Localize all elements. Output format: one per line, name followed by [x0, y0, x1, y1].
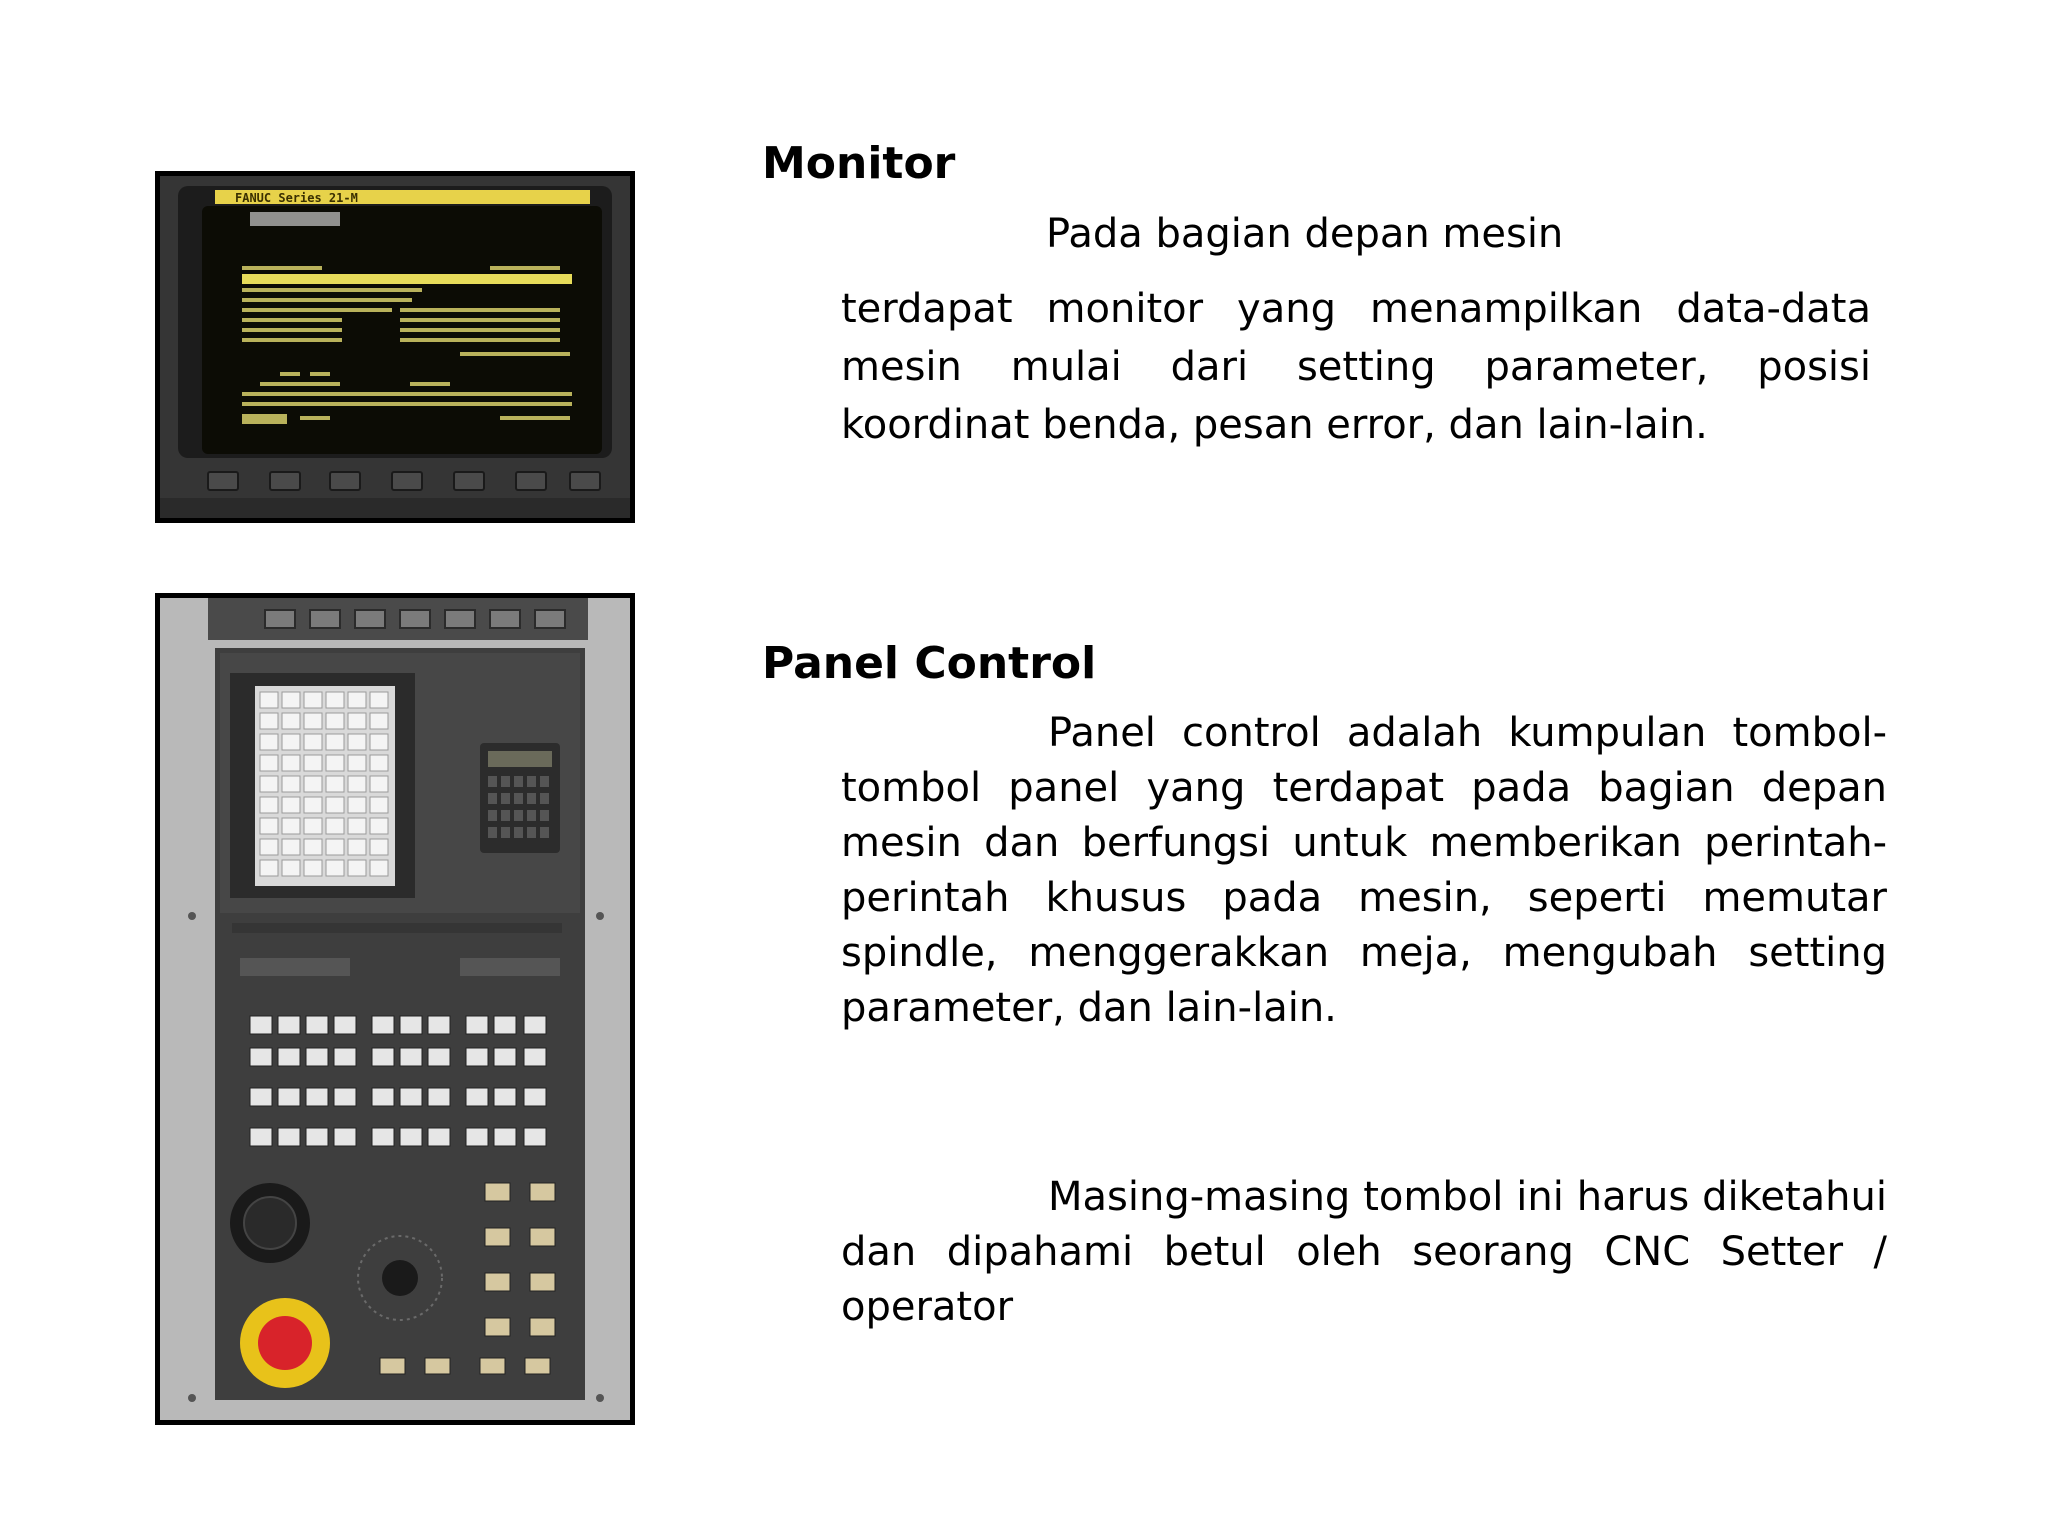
emergency-stop-button [258, 1316, 312, 1370]
screen-brand-label: FANUC Series 21-M [235, 191, 358, 205]
cnc-control-panel-illustration [160, 598, 630, 1420]
monitor-description: terdapat monitor yang menampilkan data-data mesin mulai dari setting parameter, posisi koordinat benda, pesan error, dan lain-lain. [841, 286, 1871, 448]
cnc-monitor-illustration [160, 176, 630, 518]
monitor-heading: Monitor [762, 138, 956, 189]
monitor-photo [155, 171, 635, 523]
monitor-intro-text: Pada bagian depan mesin [1046, 211, 1564, 257]
panel-control-note: Masing-masing tombol ini harus diketahui dan dipahami betul oleh seorang CNC Setter / operator [841, 1174, 1887, 1330]
panel-control-description: Panel control adalah kumpulan tombol-tombol panel yang terdapat pada bagian depan mesin dan berfungsi untuk memberikan perintah-perintah khusus pada mesin, seperti memutar spindle, menggerakkan meja, mengubah setting parameter, dan lain-lain. [841, 710, 1887, 1031]
control-panel-photo [155, 593, 635, 1425]
panel-control-heading: Panel Control [762, 638, 1097, 689]
